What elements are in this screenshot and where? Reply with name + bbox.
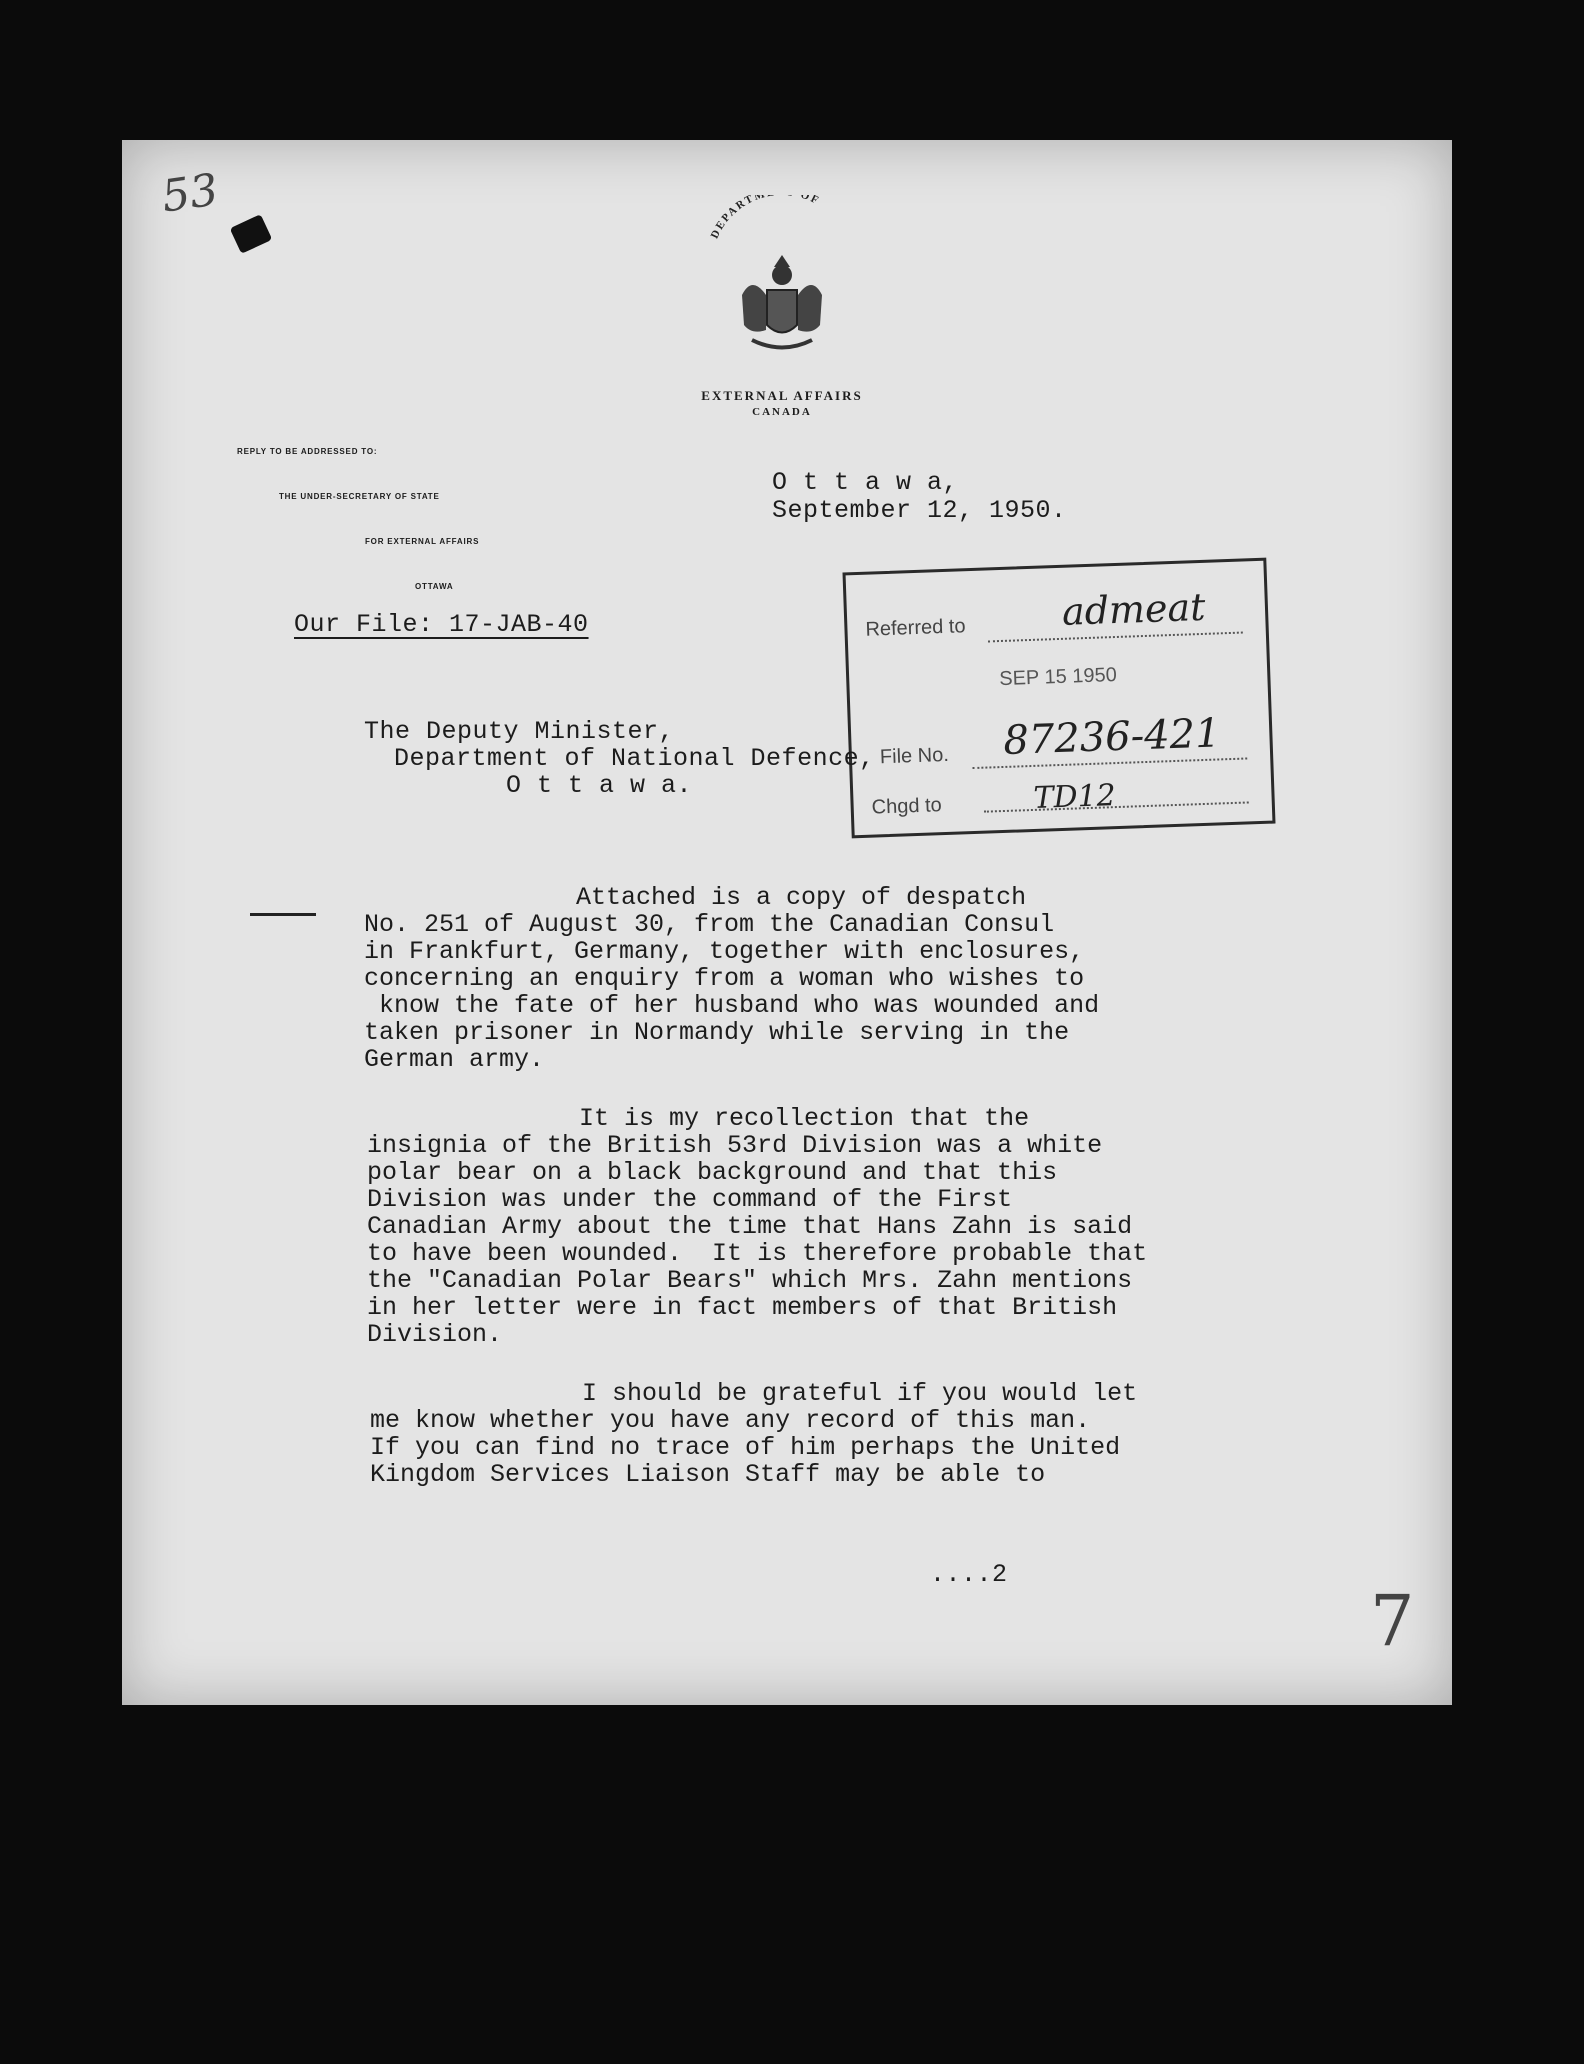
paragraph-line: Division. bbox=[367, 1320, 503, 1349]
continuation-marker: ....2 bbox=[930, 1560, 1008, 1589]
stamp-dotted-line bbox=[988, 632, 1243, 643]
paragraph-line: polar bear on a black background and that this bbox=[367, 1158, 1058, 1187]
paragraph-line: I should be grateful if you would let bbox=[582, 1379, 1138, 1408]
stamp-chgd-label: Chgd to bbox=[871, 794, 943, 819]
reply-line: FOR EXTERNAL AFFAIRS bbox=[365, 537, 480, 546]
department-crest bbox=[682, 195, 882, 365]
ink-blot bbox=[230, 214, 273, 254]
addressee-block bbox=[364, 718, 875, 799]
reply-line: OTTAWA bbox=[415, 582, 454, 591]
body-paragraph-1 bbox=[364, 884, 1099, 1073]
coat-of-arms-icon bbox=[682, 195, 882, 365]
paragraph-line: Attached is a copy of despatch bbox=[576, 883, 1027, 912]
corner-handwritten-mark: 53 bbox=[158, 164, 222, 223]
paragraph-line: It is my recollection that the bbox=[579, 1104, 1030, 1133]
paragraph-line: taken prisoner in Normandy while serving in the bbox=[364, 1018, 1070, 1047]
paragraph-line: insignia of the British 53rd Division was a white bbox=[367, 1131, 1103, 1160]
paragraph-line: in Frankfurt, Germany, together with enclosures, bbox=[364, 937, 1085, 966]
letterhead-arc-text: DEPARTM OF bbox=[708, 195, 822, 241]
paragraph-line: to have been wounded. It is therefore probable that bbox=[367, 1239, 1148, 1268]
letterhead-name: EXTERNAL AFFAIRS bbox=[701, 388, 863, 403]
stamp-file-label: File No. bbox=[879, 743, 950, 769]
letterhead-country: CANADA bbox=[752, 406, 812, 418]
our-file-reference: Our File: 17-JAB-40 bbox=[294, 610, 589, 639]
reply-line: REPLY TO BE ADDRESSED TO: bbox=[237, 447, 378, 456]
paragraph-line: concerning an enquiry from a woman who wishes to bbox=[364, 964, 1085, 993]
paragraph-line: Division was under the command of the First bbox=[367, 1185, 1013, 1214]
reply-line: THE UNDER-SECRETARY OF STATE bbox=[279, 492, 440, 501]
paragraph-line: Kingdom Services Liaison Staff may be able to bbox=[370, 1460, 1046, 1489]
paragraph-line: the "Canadian Polar Bears" which Mrs. Zahn mentions bbox=[367, 1266, 1133, 1295]
paragraph-line: If you can find no trace of him perhaps the United bbox=[370, 1433, 1121, 1462]
body-paragraph-3 bbox=[370, 1380, 1137, 1488]
paragraph-line: Canadian Army about the time that Hans Zahn is said bbox=[367, 1212, 1133, 1241]
date-line: September 12, 1950. bbox=[772, 496, 1067, 525]
paragraph-line: know the fate of her husband who was wounded and bbox=[364, 991, 1100, 1020]
addressee-line: The Deputy Minister, bbox=[364, 717, 675, 746]
margin-dash bbox=[250, 913, 316, 916]
stamp-dotted-line bbox=[984, 801, 1249, 812]
stamp-date: SEP 15 1950 bbox=[998, 663, 1118, 691]
body-paragraph-2 bbox=[367, 1105, 1147, 1348]
paragraph-line: No. 251 of August 30, from the Canadian Consul bbox=[364, 910, 1055, 939]
paragraph-line: in her letter were in fact members of that British bbox=[367, 1293, 1118, 1322]
addressee-line: Department of National Defence, bbox=[394, 744, 875, 773]
stamp-file-value: 87236-421 bbox=[1002, 710, 1222, 764]
paragraph-line: me know whether you have any record of this man. bbox=[370, 1406, 1091, 1435]
reply-address-block bbox=[237, 414, 479, 624]
addressee-line: O t t a w a. bbox=[506, 771, 693, 800]
stamp-referred-value: admeat bbox=[1061, 584, 1207, 634]
letter-page bbox=[122, 140, 1452, 1705]
place-line: O t t a w a, bbox=[772, 468, 959, 497]
svg-text:DEPARTMENT OF bbox=[709, 195, 822, 241]
handwritten-page-mark: 7 bbox=[1370, 1580, 1415, 1662]
paragraph-line: German army. bbox=[364, 1045, 545, 1074]
stamp-referred-label: Referred to bbox=[865, 615, 966, 641]
referral-stamp bbox=[842, 558, 1275, 839]
stamp-chgd-value: TD12 bbox=[1032, 778, 1117, 816]
